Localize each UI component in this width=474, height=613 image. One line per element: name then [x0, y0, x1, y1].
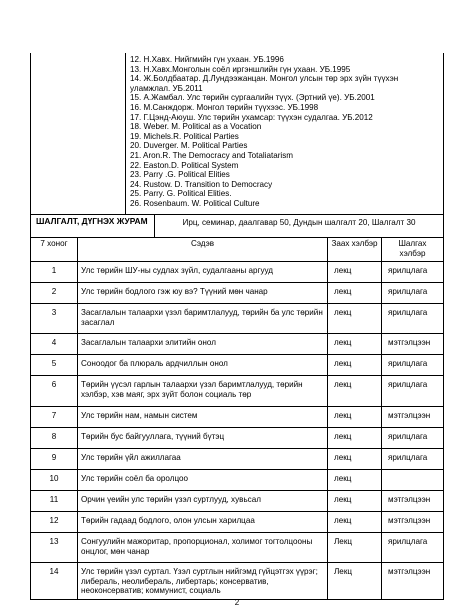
row-assessment-form: ярилцлага	[382, 355, 444, 376]
row-week: 14	[31, 563, 78, 600]
table-row	[31, 449, 444, 470]
row-assessment-form: ярилцлага	[382, 283, 444, 304]
table-row	[31, 283, 444, 304]
row-teaching-form: лекц	[328, 334, 382, 355]
references-label-cell	[31, 53, 126, 215]
table-row	[31, 334, 444, 355]
row-week: 5	[31, 355, 78, 376]
row-topic: Улс төрийн үйл ажиллагаа	[78, 449, 328, 470]
row-week: 3	[31, 304, 78, 334]
header-teaching-form: Заах хэлбэр	[328, 238, 382, 262]
assessment-table	[30, 215, 444, 238]
row-assessment-form: мэтгэлцээн	[382, 491, 444, 512]
row-week: 4	[31, 334, 78, 355]
table-row	[31, 563, 444, 600]
row-assessment-form: ярилцлага	[382, 449, 444, 470]
row-week: 7	[31, 407, 78, 428]
reference-item: 13. Н.Хавх.Монголын соёл иргэншлийн гүн ухаан. УБ.1995	[130, 64, 351, 74]
row-topic: Сонгуулийн мажоритар, пропорционал, холимог тогтолцооны онцлог, мөн чанар	[78, 533, 328, 563]
row-teaching-form: Лекц	[328, 563, 382, 600]
row-assessment-form: мэтгэлцээн	[382, 512, 444, 533]
references-list	[126, 53, 444, 215]
row-week: 9	[31, 449, 78, 470]
row-teaching-form: лекц	[328, 512, 382, 533]
row-week: 8	[31, 428, 78, 449]
row-teaching-form: лекц	[328, 304, 382, 334]
row-teaching-form: лекц	[328, 407, 382, 428]
reference-item: 20. Duverger. M. Political Parties	[130, 141, 248, 151]
reference-item: 17. Г.Цэнд-Аюуш. Улс төрийн ухамсар: түүхэн судалгаа. УБ.2012	[130, 112, 373, 122]
row-topic: Улс төрийн бодлого гэж юу вэ? Түүний мөн чанар	[78, 283, 328, 304]
row-topic: Төрийн бус байгууллага, түүний бүтэц	[78, 428, 328, 449]
reference-item: 24. Rustow. D. Transition to Democracy	[130, 179, 273, 189]
schedule-table	[30, 238, 444, 600]
references-table	[30, 53, 444, 215]
table-row	[31, 491, 444, 512]
row-topic: Орчин үеийн улс төрийн үзэл суртлууд, хувьсал	[78, 491, 328, 512]
row-assessment-form: мэтгэлцээн	[382, 563, 444, 600]
row-assessment-form: ярилцлага	[382, 533, 444, 563]
row-teaching-form: лекц	[328, 470, 382, 491]
reference-item: 23. Parry .G. Political Elities	[130, 170, 230, 180]
row-topic: Засаглалын талаархи элитийн онол	[78, 334, 328, 355]
row-teaching-form: лекц	[328, 283, 382, 304]
reference-item: 12. Н.Хавх. Нийгмийн гүн ухаан. УБ.1996	[130, 55, 284, 64]
row-topic: Улс төрийн соёл ба оролцоо	[78, 470, 328, 491]
table-row	[31, 428, 444, 449]
row-topic: Улс төрийн нам, намын систем	[78, 407, 328, 428]
row-topic: Улс төрийн ШУ-ны судлах зүйл, судалгааны аргууд	[78, 262, 328, 283]
reference-item: 14. Ж.Болдбаатар. Д.Лундээжанцан. Монгол улсын төр эрх зүйн түүхэн уламжлал. УБ.2011	[130, 74, 399, 93]
row-assessment-form: ярилцлага	[382, 376, 444, 407]
table-row	[31, 407, 444, 428]
row-topic: Засаглалын талаархи үзэл баримтлалууд, төрийн ба улс төрийн засаглал	[78, 304, 328, 334]
row-week: 12	[31, 512, 78, 533]
syllabus-page	[30, 53, 443, 600]
row-teaching-form: лекц	[328, 491, 382, 512]
table-row	[31, 470, 444, 491]
header-week: 7 хоног	[31, 238, 78, 262]
row-topic: Төрийн үүсэл гарлын талаархи үзэл баримтлалууд, төрийн хэлбэр, хэв маяг, эрх зүйт болон социаль төр	[78, 376, 328, 407]
assessment-label: ШАЛГАЛТ, ДҮГНЭХ ЖУРАМ	[31, 215, 155, 238]
row-teaching-form: лекц	[328, 428, 382, 449]
reference-item: 26. Rosenbaum. W. Political Culture	[130, 198, 260, 208]
reference-item: 25. Parry. G. Political Elities.	[130, 189, 232, 199]
reference-item: 22. Easton.D. Political System	[130, 160, 239, 170]
row-assessment-form: ярилцлага	[382, 428, 444, 449]
row-teaching-form: Лекц	[328, 533, 382, 563]
reference-item: 15. А.Жамбал. Улс төрийн сургаалийн түүх. (Эртний үе). УБ.2001	[130, 93, 375, 103]
row-assessment-form: ярилцлага	[382, 262, 444, 283]
row-assessment-form: мэтгэлцээн	[382, 334, 444, 355]
table-row	[31, 376, 444, 407]
row-week: 11	[31, 491, 78, 512]
row-week: 1	[31, 262, 78, 283]
row-topic: Соноодог ба плюраль ардчиллын онол	[78, 355, 328, 376]
reference-item: 18. Weber. M. Political as a Vocation	[130, 122, 262, 132]
row-week: 13	[31, 533, 78, 563]
row-assessment-form	[382, 470, 444, 491]
row-week: 2	[31, 283, 78, 304]
page-number: 2	[234, 598, 240, 607]
row-teaching-form: лекц	[328, 449, 382, 470]
row-teaching-form: лекц	[328, 355, 382, 376]
row-teaching-form: лекц	[328, 376, 382, 407]
assessment-value: Ирц, семинар, даалгавар 50, Дундын шалгалт 20, Шалгалт 30	[155, 215, 444, 238]
table-row	[31, 533, 444, 563]
header-topic: Сэдэв	[78, 238, 328, 262]
row-assessment-form: ярилцлага	[382, 304, 444, 334]
reference-item: 21. Aron.R. The Democracy and Totaliatarism	[130, 150, 294, 160]
row-topic: Улс төрийн үзэл суртал. Үзэл суртлын нийгэмд гүйцэтгэх үүрэг; либерaль, неолиберaль, либертарь; консерватив, неоконсерватив; коммунист, социаль	[78, 563, 328, 600]
row-week: 6	[31, 376, 78, 407]
reference-item: 19. Michels.R. Political Parties	[130, 131, 239, 141]
reference-item: 16. М.Санждорж. Монгол төрийн түүхээс. УБ.1998	[130, 102, 319, 112]
row-week: 10	[31, 470, 78, 491]
schedule-header-row	[31, 238, 444, 262]
table-row	[31, 262, 444, 283]
row-assessment-form: мэтгэлцээн	[382, 407, 444, 428]
row-topic: Төрийн гадаад бодлого, олон улсын харилцаа	[78, 512, 328, 533]
table-row	[31, 512, 444, 533]
row-teaching-form: лекц	[328, 262, 382, 283]
table-row	[31, 304, 444, 334]
table-row	[31, 355, 444, 376]
header-assessment-form: Шалгах хэлбэр	[382, 238, 444, 262]
